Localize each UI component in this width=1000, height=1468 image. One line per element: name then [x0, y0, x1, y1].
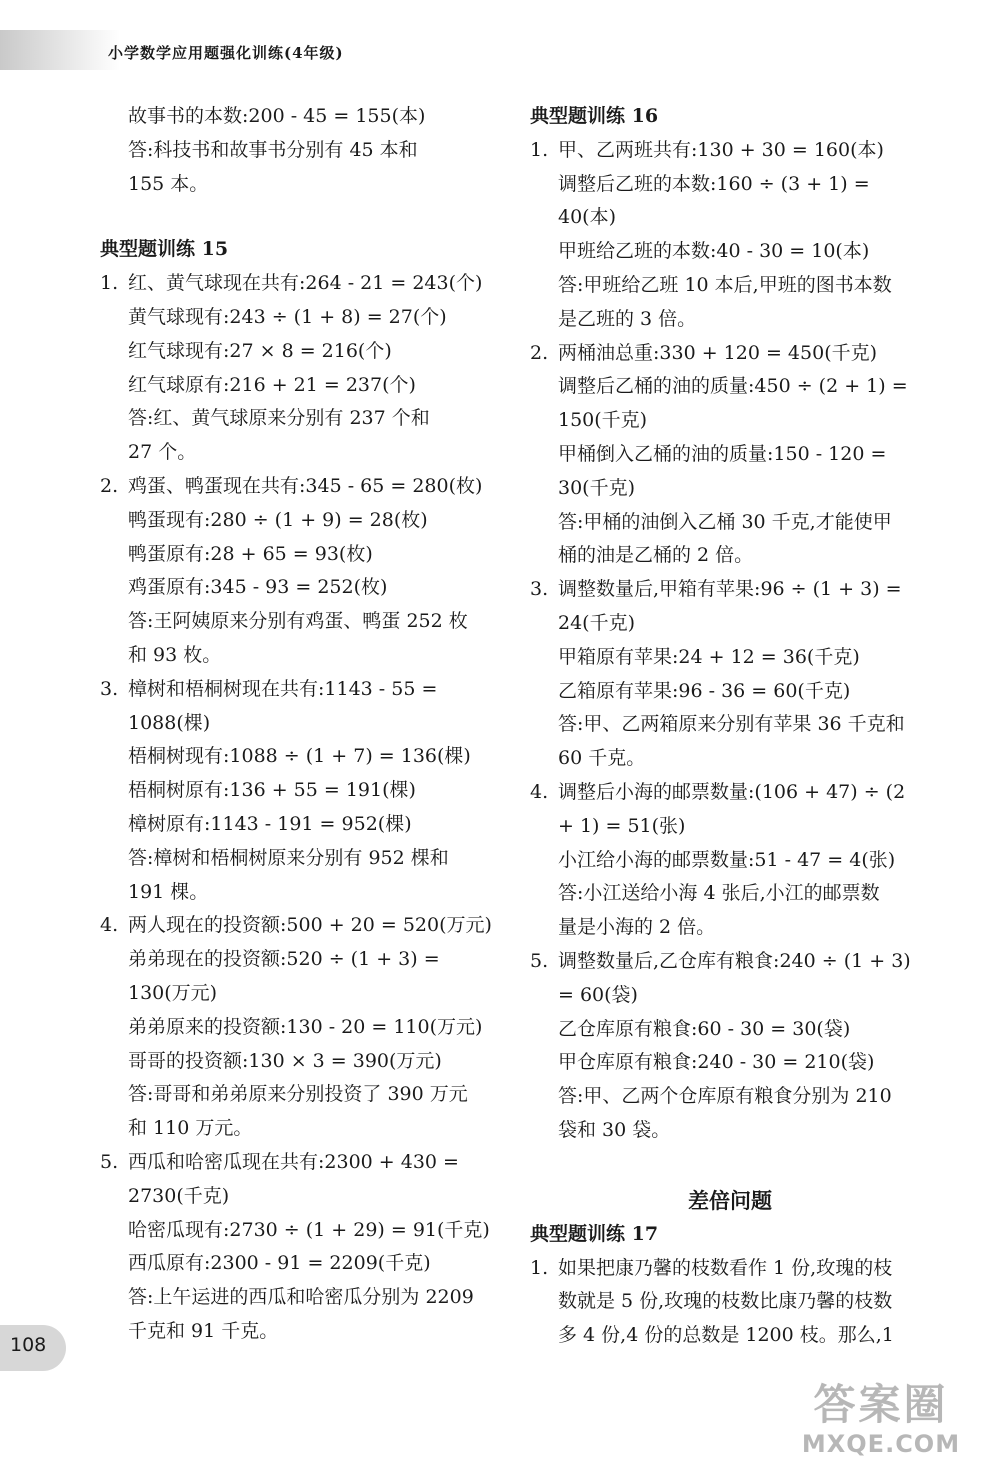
- answer-item-17-1: [530, 1252, 930, 1353]
- answer-line: 调整数量后,乙仓库有粮食:240 ÷ (1 + 3): [558, 949, 911, 972]
- page-number: 108: [10, 1334, 47, 1356]
- answer-line: 梧桐树原有:136 + 55 = 191(棵): [128, 779, 416, 802]
- item-number: 5.: [100, 1150, 119, 1173]
- item-number: 1.: [100, 272, 119, 295]
- answer-item-15-3: [100, 673, 500, 910]
- answer-line: 甲班给乙班的本数:40 - 30 = 10(本): [558, 240, 870, 263]
- answer-line: 是乙班的 3 倍。: [558, 307, 697, 330]
- item-number: 3.: [100, 677, 119, 700]
- answer-line: 答:樟树和梧桐树原来分别有 952 棵和: [128, 846, 449, 869]
- answer-line: 答:甲、乙两个仓库原有粮食分别为 210: [558, 1085, 892, 1108]
- answer-line: 答:甲班给乙班 10 本后,甲班的图书本数: [558, 273, 892, 296]
- answer-line: 调整后乙桶的油的质量:450 ÷ (2 + 1) =: [558, 375, 908, 398]
- left-column: [100, 100, 500, 1349]
- answer-line: 红气球现有:27 × 8 = 216(个): [128, 339, 392, 362]
- item-number: 1.: [530, 1256, 549, 1279]
- answer-line: 甲桶倒入乙桶的油的质量:150 - 120 =: [558, 442, 887, 465]
- answer-line: 弟弟原来的投资额:130 - 20 = 110(万元): [128, 1015, 483, 1038]
- answer-line: 40(本): [558, 206, 617, 229]
- running-head: 小学数学应用题强化训练(4年级): [108, 44, 344, 62]
- right-column: [530, 100, 930, 1353]
- answer-line: 桶的油是乙桶的 2 倍。: [558, 544, 754, 567]
- answer-line: 答:哥哥和弟弟原来分别投资了 390 万元: [128, 1083, 468, 1106]
- section-heading-17: 典型题训练 17: [530, 1222, 659, 1245]
- answer-line: 27 个。: [128, 441, 197, 464]
- carryover-line: 155 本。: [128, 172, 209, 195]
- answer-line: 答:小江送给小海 4 张后,小江的邮票数: [558, 882, 880, 905]
- section-heading-16: 典型题训练 16: [530, 105, 659, 127]
- item-number: 4.: [530, 780, 549, 803]
- answer-line: 乙箱原有苹果:96 - 36 = 60(千克): [558, 679, 851, 702]
- answer-line: 调整后小海的邮票数量:(106 + 47) ÷ (2: [558, 780, 906, 803]
- answer-item-15-2: [100, 470, 500, 673]
- answer-item-16-2: [530, 337, 930, 574]
- answer-line: 量是小海的 2 倍。: [558, 916, 716, 939]
- answer-line: 甲、乙两班共有:130 + 30 = 160(本): [558, 138, 884, 161]
- answer-item-15-4: [100, 909, 500, 1146]
- answer-line: 红、黄气球现在共有:264 - 21 = 243(个): [128, 272, 483, 295]
- answer-line: 30(千克): [558, 476, 636, 499]
- answer-line: 红气球原有:216 + 21 = 237(个): [128, 373, 416, 396]
- answer-line: 千克和 91 千克。: [128, 1319, 279, 1342]
- answer-line: 小江给小海的邮票数量:51 - 47 = 4(张): [558, 848, 896, 871]
- answer-line: 弟弟现在的投资额:520 ÷ (1 + 3) =: [128, 948, 440, 971]
- item-number: 1.: [530, 138, 549, 161]
- answer-line: 答:甲、乙两箱原来分别有苹果 36 千克和: [558, 713, 905, 736]
- answer-line: 鸭蛋现有:280 ÷ (1 + 9) = 28(枚): [128, 508, 428, 531]
- answer-line: 2730(千克): [128, 1184, 230, 1207]
- item-number: 5.: [530, 949, 549, 972]
- item-number: 2.: [100, 474, 119, 497]
- answer-line: 袋和 30 袋。: [558, 1118, 671, 1141]
- answer-line: 鸡蛋、鸭蛋现在共有:345 - 65 = 280(枚): [128, 474, 483, 497]
- answer-line: 24(千克): [558, 611, 636, 634]
- answer-item-15-5: [100, 1146, 500, 1349]
- answer-line: 130(万元): [128, 981, 218, 1004]
- answer-line: 调整后乙班的本数:160 ÷ (3 + 1) =: [558, 172, 870, 195]
- answer-line: 鸭蛋原有:28 + 65 = 93(枚): [128, 542, 373, 565]
- carryover-line: 答:科技书和故事书分别有 45 本和: [128, 138, 418, 161]
- answer-line: 答:上午运进的西瓜和哈密瓜分别为 2209: [128, 1286, 474, 1309]
- answer-line: 191 棵。: [128, 880, 209, 903]
- answer-line: 甲箱原有苹果:24 + 12 = 36(千克): [558, 645, 860, 668]
- answer-line: 数就是 5 份,玫瑰的枝数比康乃馨的枝数: [558, 1290, 893, 1313]
- answer-item-16-1: [530, 134, 930, 337]
- answer-line: 调整数量后,甲箱有苹果:96 ÷ (1 + 3) =: [558, 578, 902, 601]
- carryover-line: 故事书的本数:200 - 45 = 155(本): [128, 105, 426, 127]
- answer-line: 西瓜和哈密瓜现在共有:2300 + 430 =: [128, 1150, 459, 1173]
- answer-line: 1088(棵): [128, 711, 211, 734]
- answer-line: 甲仓库原有粮食:240 - 30 = 210(袋): [558, 1051, 875, 1074]
- answer-line: 樟树原有:1143 - 191 = 952(棵): [128, 812, 412, 835]
- answer-line: 150(千克): [558, 409, 648, 432]
- answer-line: 两人现在的投资额:500 + 20 = 520(万元): [128, 914, 492, 937]
- answer-line: 60 千克。: [558, 747, 646, 770]
- answer-line: 西瓜原有:2300 - 91 = 2209(千克): [128, 1252, 431, 1275]
- answer-line: 哈密瓜现有:2730 ÷ (1 + 29) = 91(千克): [128, 1218, 490, 1241]
- answer-line: 和 93 枚。: [128, 643, 222, 666]
- answer-item-16-3: [530, 573, 930, 776]
- item-number: 2.: [530, 341, 549, 364]
- answer-line: 答:甲桶的油倒入乙桶 30 千克,才能使甲: [558, 510, 892, 533]
- answer-item-16-5: [530, 945, 930, 1148]
- item-number: 4.: [100, 914, 119, 937]
- answer-line: 樟树和梧桐树现在共有:1143 - 55 =: [128, 677, 438, 700]
- item-number: 3.: [530, 578, 549, 601]
- watermark-logo: 答案圈: [813, 1380, 949, 1429]
- answer-line: 答:红、黄气球原来分别有 237 个和: [128, 407, 430, 430]
- answer-line: 鸡蛋原有:345 - 93 = 252(枚): [128, 576, 388, 599]
- answer-line: = 60(袋): [558, 983, 638, 1006]
- section-heading-15: 典型题训练 15: [100, 238, 229, 261]
- answer-line: 哥哥的投资额:130 × 3 = 390(万元): [128, 1049, 442, 1072]
- header-gradient-band: [0, 30, 120, 70]
- answer-line: 梧桐树现有:1088 ÷ (1 + 7) = 136(棵): [128, 745, 471, 768]
- answer-line: 黄气球现有:243 ÷ (1 + 8) = 27(个): [128, 305, 447, 328]
- section-title-chabei: 差倍问题: [688, 1187, 772, 1213]
- answer-line: 两桶油总重:330 + 120 = 450(千克): [558, 341, 878, 364]
- watermark-url: MXQE.COM: [801, 1430, 961, 1458]
- answer-line: 多 4 份,4 份的总数是 1200 枝。那么,1: [558, 1324, 894, 1347]
- answer-item-16-4: [530, 776, 930, 945]
- answer-line: 如果把康乃馨的枝数看作 1 份,玫瑰的枝: [558, 1256, 893, 1279]
- answer-item-15-1: [100, 267, 500, 470]
- answer-line: 答:王阿姨原来分别有鸡蛋、鸭蛋 252 枚: [128, 610, 468, 633]
- answer-line: + 1) = 51(张): [558, 814, 686, 837]
- watermark: [776, 1380, 986, 1460]
- answer-line: 和 110 万元。: [128, 1117, 253, 1140]
- answer-line: 乙仓库原有粮食:60 - 30 = 30(袋): [558, 1017, 851, 1040]
